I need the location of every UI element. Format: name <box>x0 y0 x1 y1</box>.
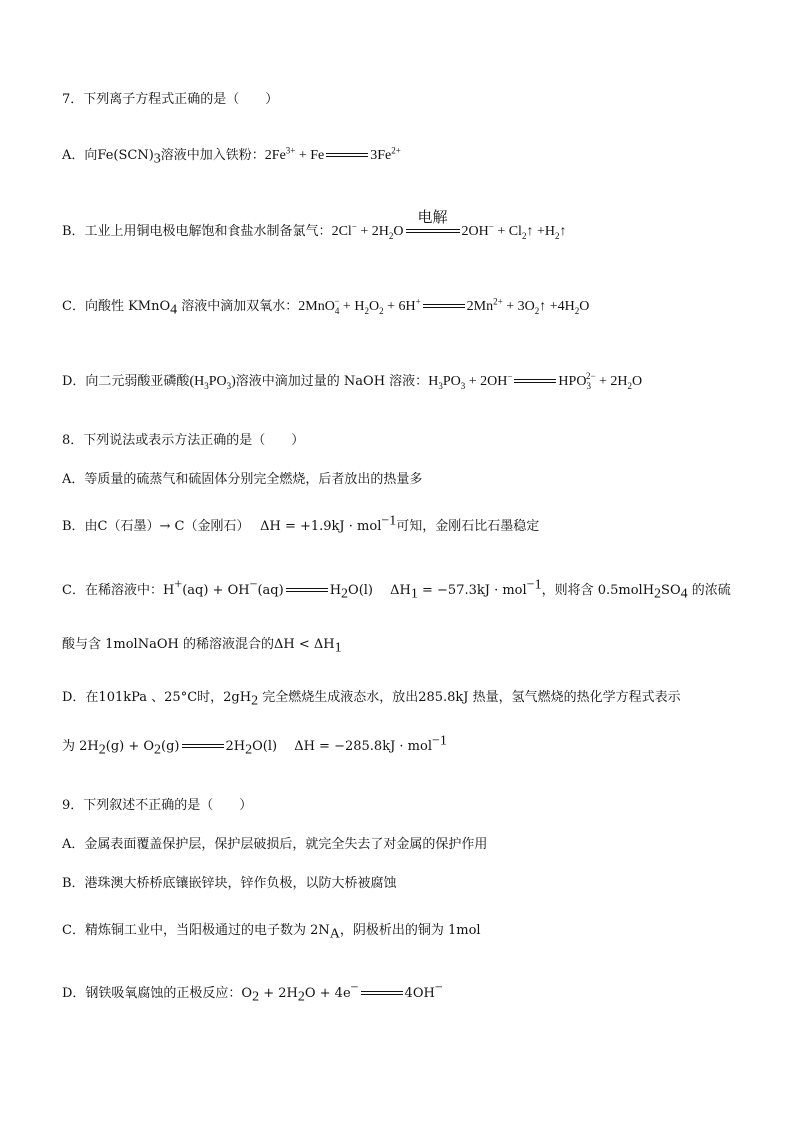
q8-option-a: A．等质量的硫蒸气和硫固体分别完全燃烧，后者放出的热量多 <box>62 472 423 487</box>
q7-option-b: B．工业上用铜电极电解饱和食盐水制备氯气：$2Cl^- + 2H_2O$ 电解 $2OH^- + Cl_2↑$ $+H_2↑$ <box>62 207 567 241</box>
double-line-equals <box>182 743 224 751</box>
double-line-equals <box>361 990 403 998</box>
q8-option-b: B．由C（石墨）→ C（金刚石） ΔH = +1.9kJ · mol$^{-1}$可知，金刚石比石墨稳定 <box>62 513 540 534</box>
q8-option-d-line2: 为 $2H_2(g) + O_2(g)$ $2H_2O(l)$ ΔH = −285.8kJ · mol$^{-1}$ <box>62 733 447 758</box>
double-line-equals <box>326 152 368 160</box>
q9-stem: 9．下列叙述不正确的是（ ） <box>62 798 253 813</box>
q9-option-d: D．钢铁吸氧腐蚀的正极反应：$O_2 + 2H_2O + 4e^-$ 4OH− <box>62 980 443 1005</box>
q7-option-a: A．向$Fe(SCN)_3$溶液中加入铁粉：$2Fe^{3+} + Fe$ $3Fe^{2+}$ <box>62 145 401 167</box>
q7-option-c: C．向酸性 KMnO$_4$ 溶液中滴加双氧水：$2MnO_4^- + H_2O_2 + 6H^+$ $2Mn^{2+}$ + $3O_2↑ +4H_2O$ <box>62 296 590 318</box>
electrolysis-equals: 电解 <box>406 228 460 236</box>
q9-option-a: A．金属表面覆盖保护层，保护层破损后，就完全失去了对金属的保护作用 <box>62 837 488 852</box>
q8-option-c-line1: C．在稀溶液中：H+(aq) + OH−(aq) $H_2O(l)$ $\Delta H_1 = -57.3kJ \cdot mol^{-1}$，则将含 $0.5molH_2SO_4$ 的浓硫 <box>62 577 731 602</box>
double-line-equals <box>423 303 465 311</box>
q8-stem: 8．下列说法或表示方法正确的是（ ） <box>62 433 305 448</box>
q8-option-d-line1: D．在101kPa 、25°C时，$2gH_2$ 完全燃烧生成液态水，放出285.8kJ 热量，氢气燃烧的热化学方程式表示 <box>62 690 681 709</box>
q7-stem: 7．下列离子方程式正确的是（ ） <box>62 92 279 107</box>
q9-option-b: B．港珠澳大桥桥底镶嵌锌块，锌作负极，以防大桥被腐蚀 <box>62 876 397 891</box>
q9-option-c: C．精炼铜工业中，当阳极通过的电子数为 $2N_A$，阴极析出的铜为 1mol <box>62 923 481 942</box>
q7-option-d: D．向二元弱酸亚磷酸$(H_3PO_3)$溶液中滴加过量的 NaOH 溶液：$H_3PO_3 + 2OH^-$ $HPO_3^{2-} + 2H_2O$ <box>62 371 643 391</box>
q8-option-c-line2: 酸与含 1molNaOH 的稀溶液混合的$\Delta H < \Delta H_1$ <box>62 637 342 656</box>
double-line-equals <box>514 378 556 386</box>
double-line-equals <box>286 587 328 595</box>
